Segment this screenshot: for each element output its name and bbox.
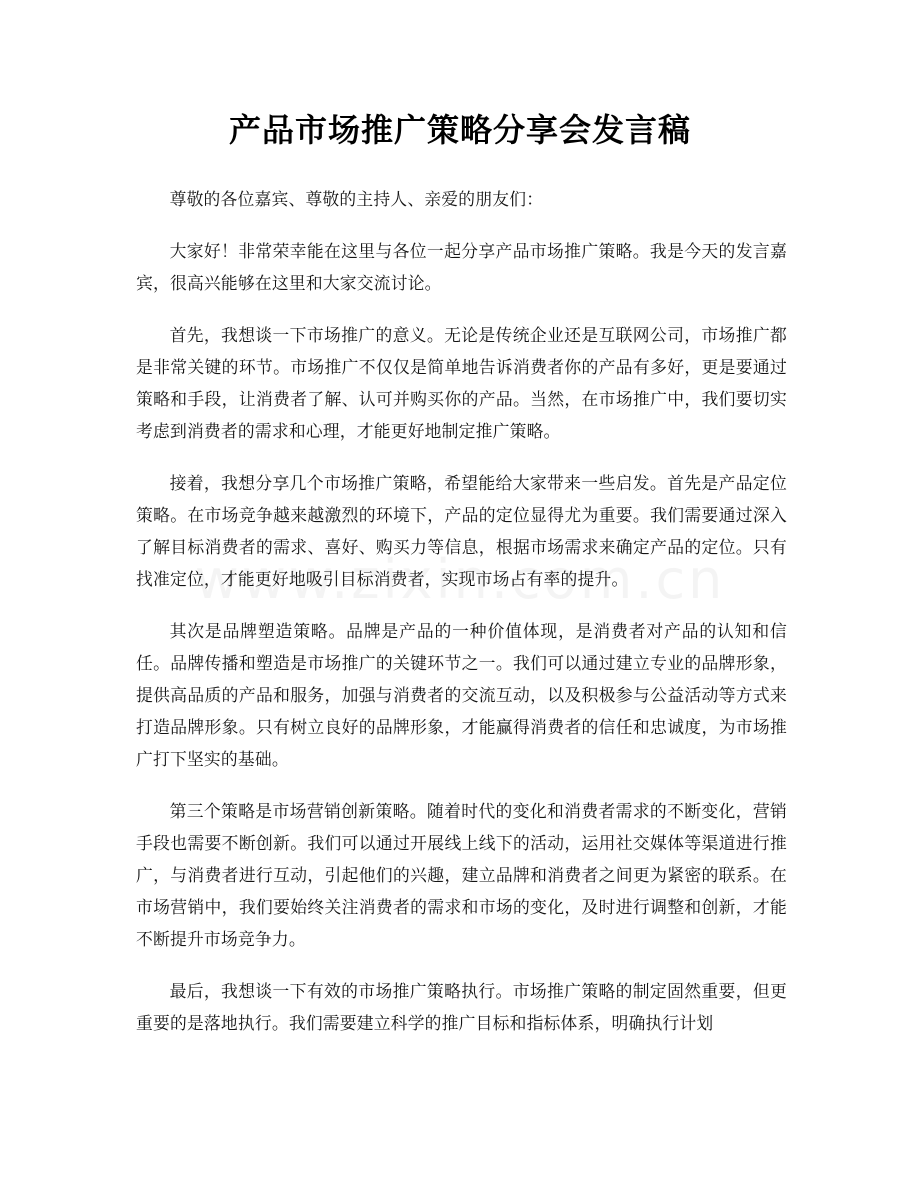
salutation-paragraph: 尊敬的各位嘉宾、尊敬的主持人、亲爱的朋友们： xyxy=(169,189,544,209)
document-body xyxy=(136,183,787,1059)
positioning-paragraph: 接着，我想分享几个市场推广策略，希望能给大家带来一些启发。首先是产品定位策略。在市场竞争越来越激烈的环境下，产品的定位显得尤为重要。我们需要通过深入了解目标消费者的需求、喜好、购买力等信息，根据市场需求来确定产品的定位。只有找准定位，才能更好地吸引目标消费者，实现市场占有率的提升。 xyxy=(136,473,787,589)
branding-paragraph: 其次是品牌塑造策略。品牌是产品的一种价值体现，是消费者对产品的认知和信任。品牌传播和塑造是市场推广的关键环节之一。我们可以通过建立专业的品牌形象，提供高品质的产品和服务，加强与消费者的交流互动，以及积极参与公益活动等方式来打造品牌形象。只有树立良好的品牌形象，才能赢得消费者的信任和忠诚度，为市场推广打下坚实的基础。 xyxy=(136,621,787,769)
execution-paragraph: 最后，我想谈一下有效的市场推广策略执行。市场推广策略的制定固然重要，但更重要的是落地执行。我们需要建立科学的推广目标和指标体系，明确执行计划 xyxy=(136,981,787,1033)
innovation-paragraph: 第三个策略是市场营销创新策略。随着时代的变化和消费者需求的不断变化，营销手段也需要不断创新。我们可以通过开展线上线下的活动，运用社交媒体等渠道进行推广，与消费者进行互动，引起他们的兴趣，建立品牌和消费者之间更为紧密的联系。在市场营销中，我们要始终关注消费者的需求和市场的变化，及时进行调整和创新，才能不断提升市场竞争力。 xyxy=(136,801,787,949)
meaning-paragraph: 首先，我想谈一下市场推广的意义。无论是传统企业还是互联网公司，市场推广都是非常关键的环节。市场推广不仅仅是简单地告诉消费者你的产品有多好，更是要通过策略和手段，让消费者了解、认可并购买你的产品。当然，在市场推广中，我们要切实考虑到消费者的需求和心理，才能更好地制定推广策略。 xyxy=(136,325,787,441)
greeting-paragraph: 大家好！非常荣幸能在这里与各位一起分享产品市场推广策略。我是今天的发言嘉宾，很高兴能够在这里和大家交流讨论。 xyxy=(136,241,787,293)
document-title: 产品市场推广策略分享会发言稿 xyxy=(228,111,691,149)
